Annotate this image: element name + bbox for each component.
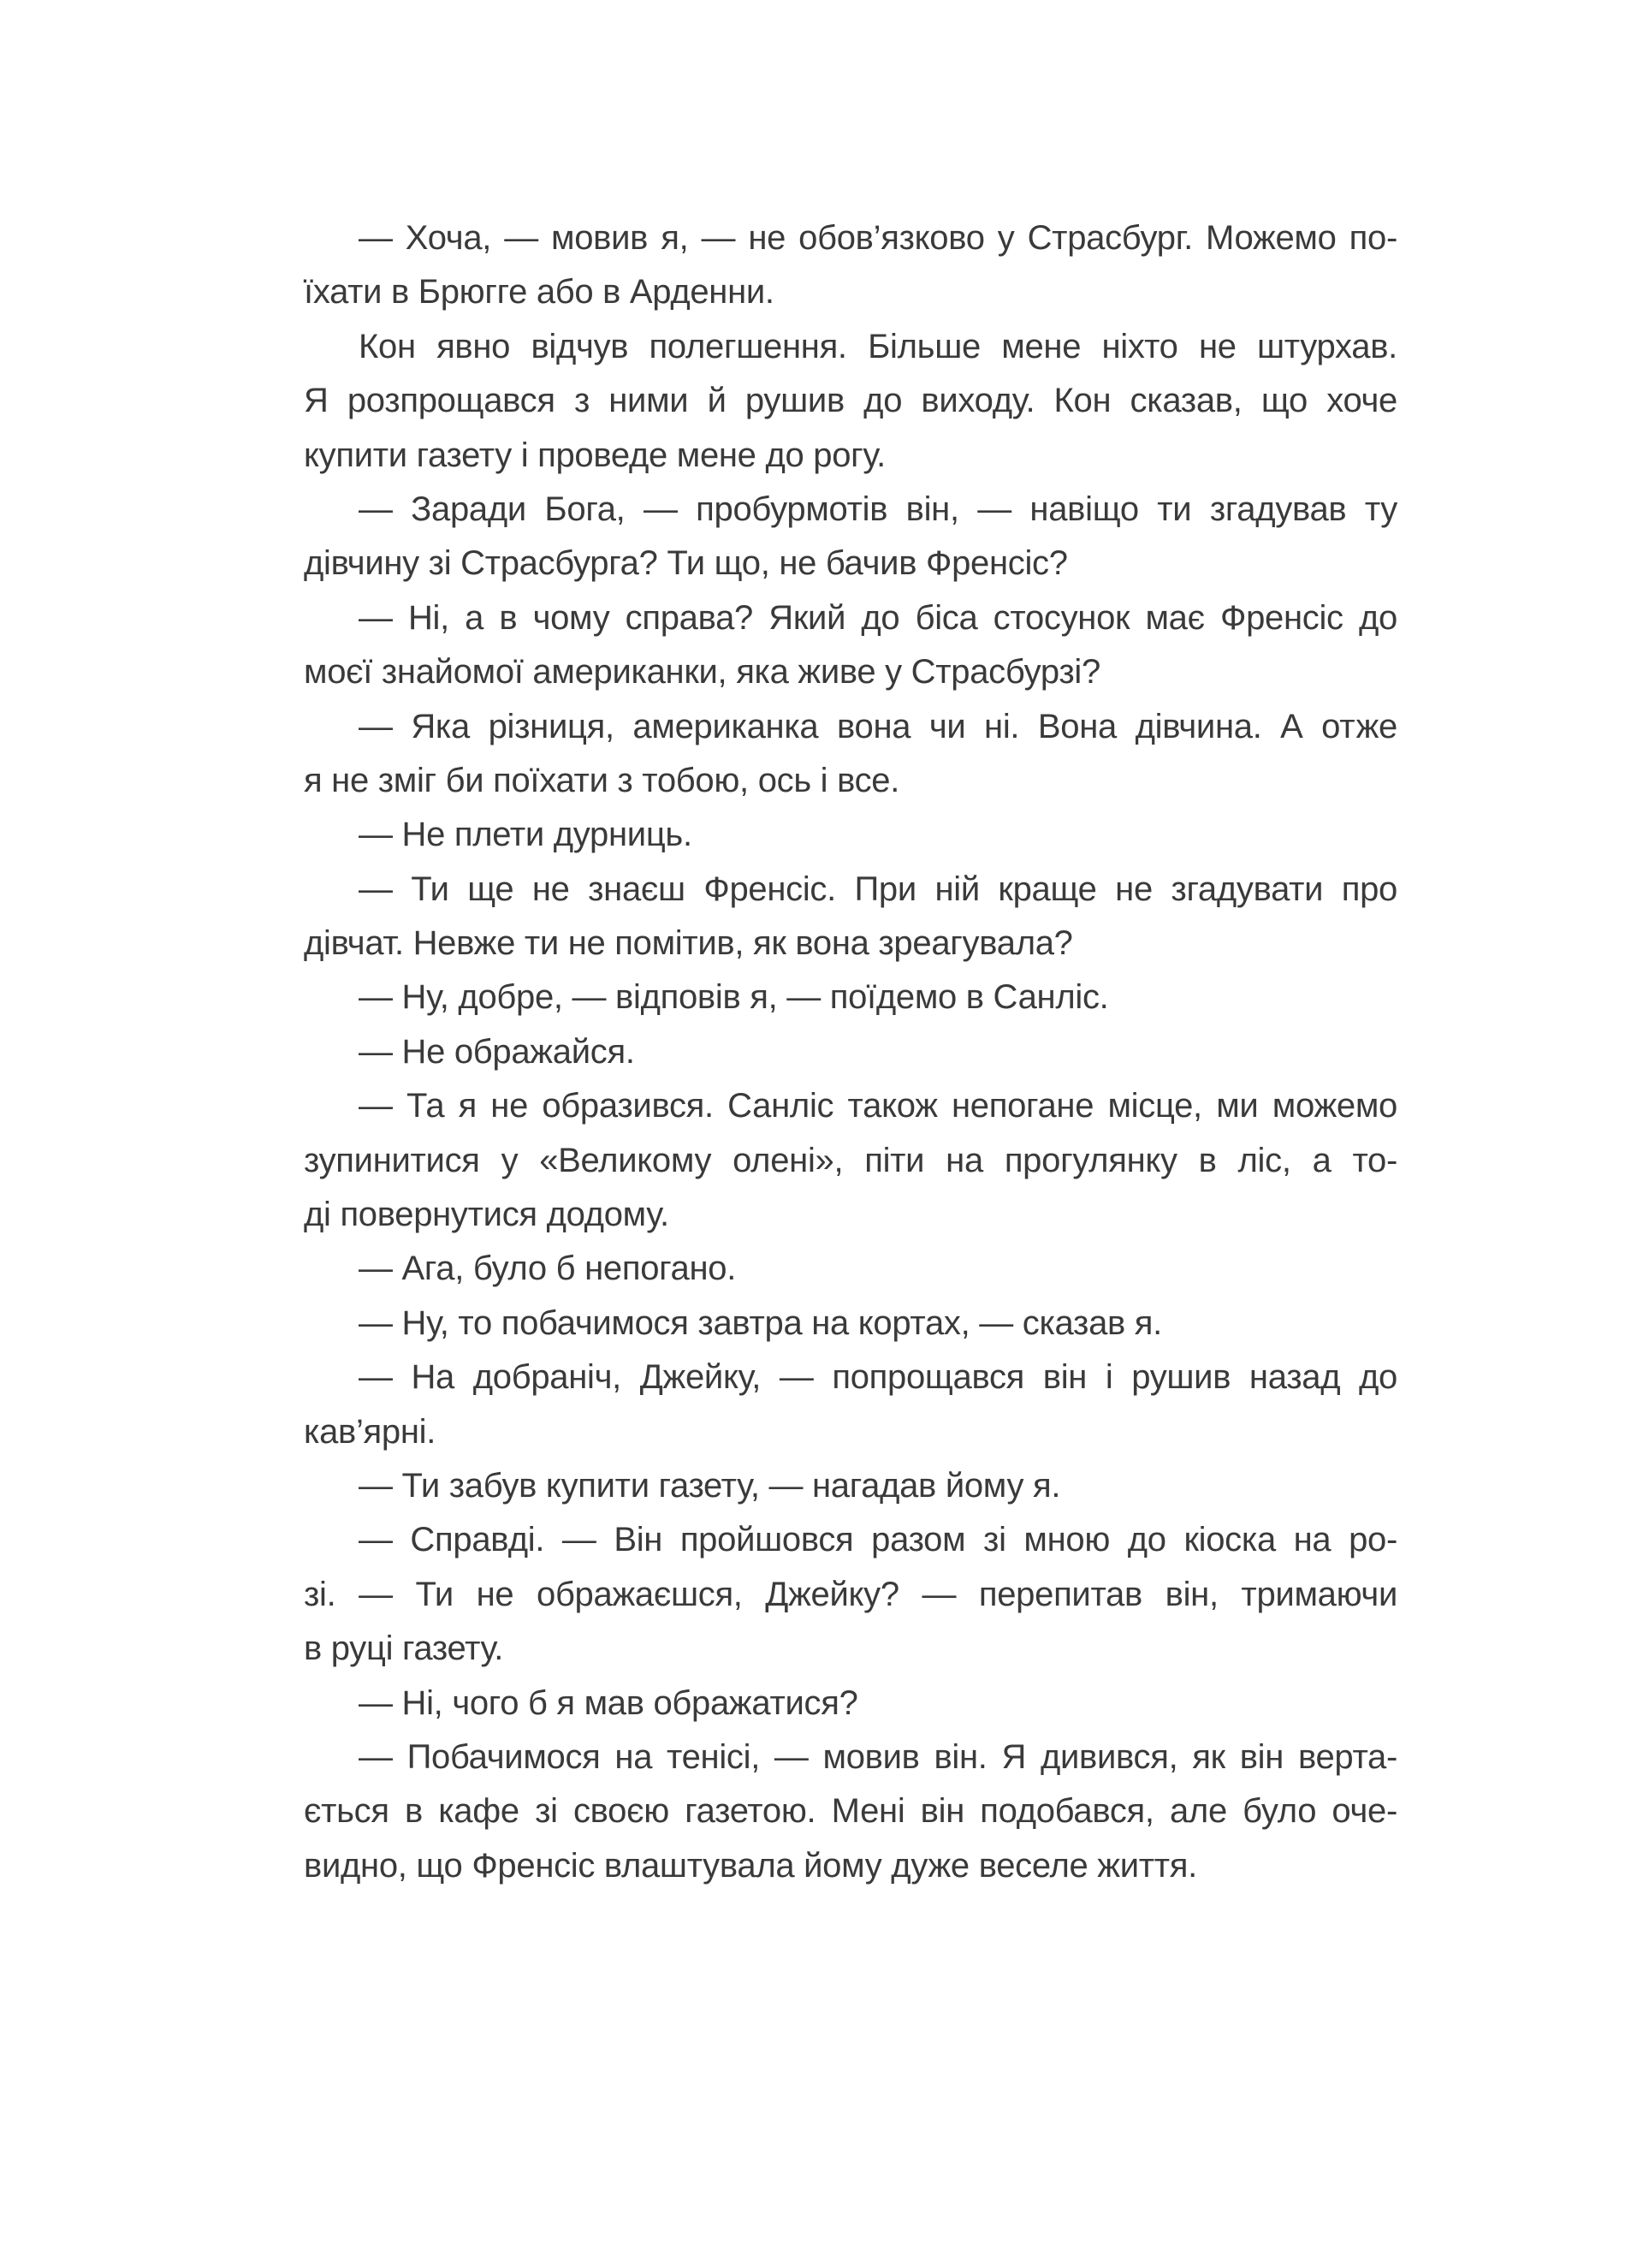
text-line: — Ти ще не знаєш Френсіс. При ній краще не згадувати про [359,870,1397,908]
text-line: Кон явно відчув полегшення. Більше мене ніхто не штурхав. [359,327,1397,365]
paragraph [304,483,1397,591]
text-line: — Яка різниця, американка вона чи ні. Вона дівчина. А отже [359,707,1397,745]
text-line: — Справді. — Він пройшовся разом зі мною до кіоска на ро- [359,1521,1397,1559]
text-line: — Ага, було б непогано. [359,1250,737,1288]
text-line: Я розпрощався з ними й рушив до виходу. Кон сказав, що хоче [304,382,1397,420]
text-line: — Ти забув купити газету, — нагадав йому я. [359,1466,1061,1505]
paragraph [304,1025,1397,1079]
paragraph [304,320,1397,483]
paragraph [304,1513,1397,1676]
text-line: — Не плети дурниць. [359,816,692,854]
paragraph [304,808,1397,862]
text-line: ється в кафе зі своєю газетою. Мені він подобався, але було оче- [304,1792,1397,1831]
paragraph [304,700,1397,809]
text-line: — Заради Бога, — пробурмотів він, — навіщо ти згадував ту [359,490,1397,528]
text-line: кав’ярні. [304,1412,436,1451]
text-line: ді повернутися додому. [304,1196,669,1234]
text-line: — Не ображайся. [359,1032,635,1071]
text-line: дівчат. Невже ти не помітив, як вона зреагувала? [304,924,1073,963]
text-line: моєї знайомої американки, яка живе у Страсбурзі? [304,653,1100,692]
text-line: — Побачимося на тенісі, — мовив він. Я дивився, як він верта- [359,1737,1397,1776]
text-line: їхати в Брюгге або в Арденни. [304,273,774,312]
paragraph [304,1731,1397,1893]
paragraph [304,591,1397,700]
text-line: я не зміг би поїхати з тобою, ось і все. [304,761,900,799]
text-line: — Хоча, — мовив я, — не обов’язково у Страсбург. Можемо по- [359,219,1397,257]
paragraph [304,1351,1397,1459]
paragraph [304,1459,1397,1513]
text-line: зі. — Ти не ображаєшся, Джейку? — перепитав він, тримаючи [304,1575,1397,1613]
text-line: видно, що Френсіс влаштувала йому дуже веселе життя. [304,1846,1197,1885]
text-line: — На добраніч, Джейку, — попрощався він і рушив назад до [359,1358,1397,1397]
paragraph [304,1242,1397,1296]
text-line: в руці газету. [304,1630,504,1668]
paragraph [304,211,1397,320]
paragraph [304,863,1397,971]
paragraph [304,1297,1397,1351]
paragraph [304,971,1397,1024]
text-line: — Ні, чого б я мав ображатися? [359,1683,858,1722]
book-page-text [304,211,1397,1893]
text-line: зупинитися у «Великому олені», піти на прогулянку в ліс, а то- [304,1141,1397,1179]
text-line: — Та я не образився. Санліс також непогане місце, ми можемо [359,1087,1397,1125]
text-line: — Ну, добре, — відповів я, — поїдемо в Санліс. [359,978,1109,1017]
text-line: — Ні, а в чому справа? Який до біса стосунок має Френсіс до [359,598,1397,637]
paragraph [304,1677,1397,1731]
text-line: — Ну, то побачимося завтра на кортах, — сказав я. [359,1303,1162,1342]
text-line: купити газету і проведе мене до рогу. [304,436,886,474]
text-line: дівчину зі Страсбурга? Ти що, не бачив Френсіс? [304,544,1068,583]
paragraph [304,1079,1397,1242]
